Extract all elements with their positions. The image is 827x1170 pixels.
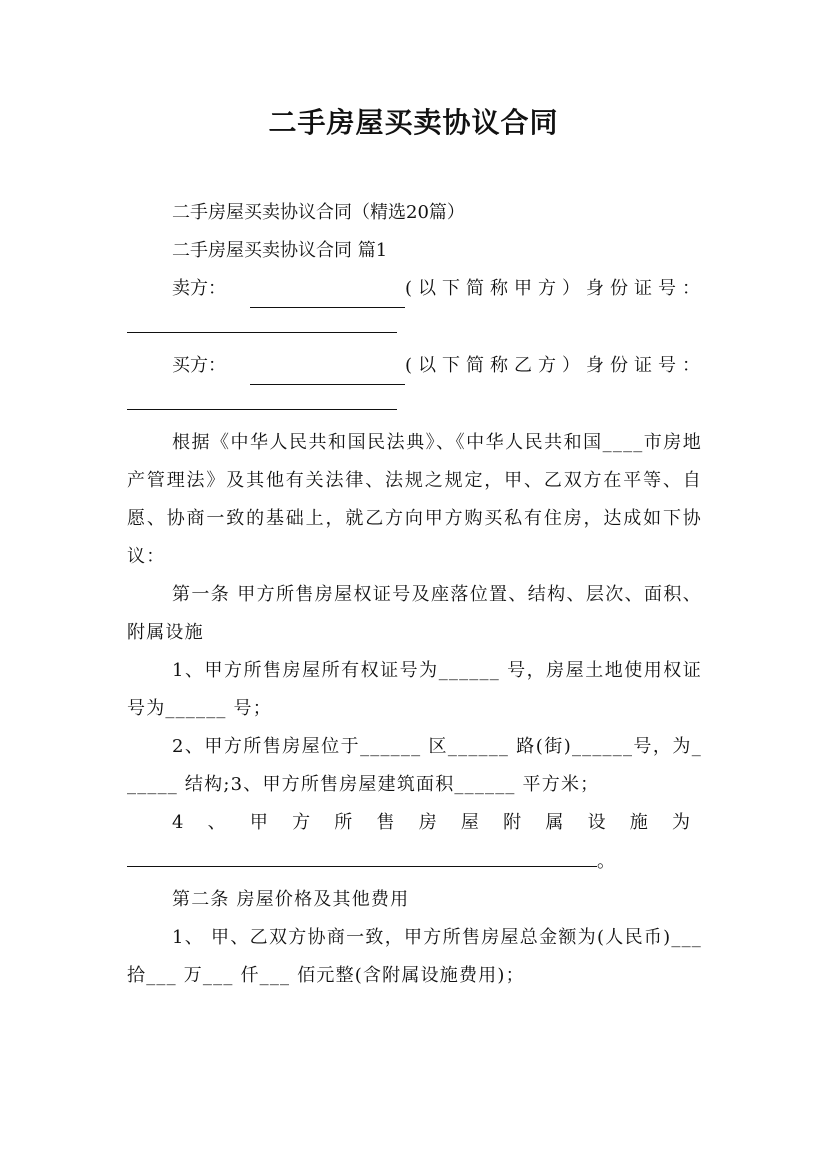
document-title: 二手房屋买卖协议合同 — [268, 106, 559, 139]
article2-item1: 1、 甲、乙双方协商一致，甲方所售房屋总金额为(人民币)___ 拾___ 万___ 仟___ 佰元整(含附属设施费用)； — [127, 927, 702, 986]
seller-name-blank — [250, 287, 405, 308]
buyer-suffix: (以下简称乙方）身份证号： — [405, 355, 702, 376]
buyer-id-blank — [127, 385, 397, 410]
intro-paragraph: 根据《中华人民共和国民法典》、《中华人民共和国____市房地产管理法》及其他有关法律、法规之规定，甲、乙双方在平等、自愿、协商一致的基础上，就乙方向甲方购买私有住房，达成如下协议： — [127, 432, 702, 567]
document-body — [127, 194, 702, 995]
seller-label: 卖方： — [172, 278, 226, 299]
attached-facilities-blank — [127, 842, 597, 867]
article1-title: 第一条 甲方所售房屋权证号及座落位置、结构、层次、面积、附属设施 — [127, 584, 702, 643]
article1-item4-blank-row — [127, 842, 702, 881]
article1-item4-end: 。 — [597, 851, 615, 872]
buyer-label: 买方： — [172, 355, 226, 376]
seller-row — [127, 270, 702, 308]
article2-title: 第二条 房屋价格及其他费用 — [172, 889, 410, 910]
seller-suffix: (以下简称甲方）身份证号： — [405, 278, 702, 299]
buyer-name-blank — [250, 364, 405, 385]
buyer-row — [127, 347, 702, 385]
article1-item1: 1、甲方所售房屋所有权证号为______ 号，房屋土地使用权证号为______ 号； — [127, 660, 702, 719]
article1-item2: 2、甲方所售房屋位于______ 区______ 路(街)______号，为______ 结构;3、甲方所售房屋建筑面积______ 平方米； — [127, 736, 702, 795]
seller-id-blank — [127, 308, 397, 333]
section-heading: 二手房屋买卖协议合同 篇1 — [172, 240, 388, 261]
subtitle-line: 二手房屋买卖协议合同（精选20篇） — [172, 202, 465, 223]
article1-item4: 4、甲方所售房屋附属设施为 — [172, 812, 702, 833]
